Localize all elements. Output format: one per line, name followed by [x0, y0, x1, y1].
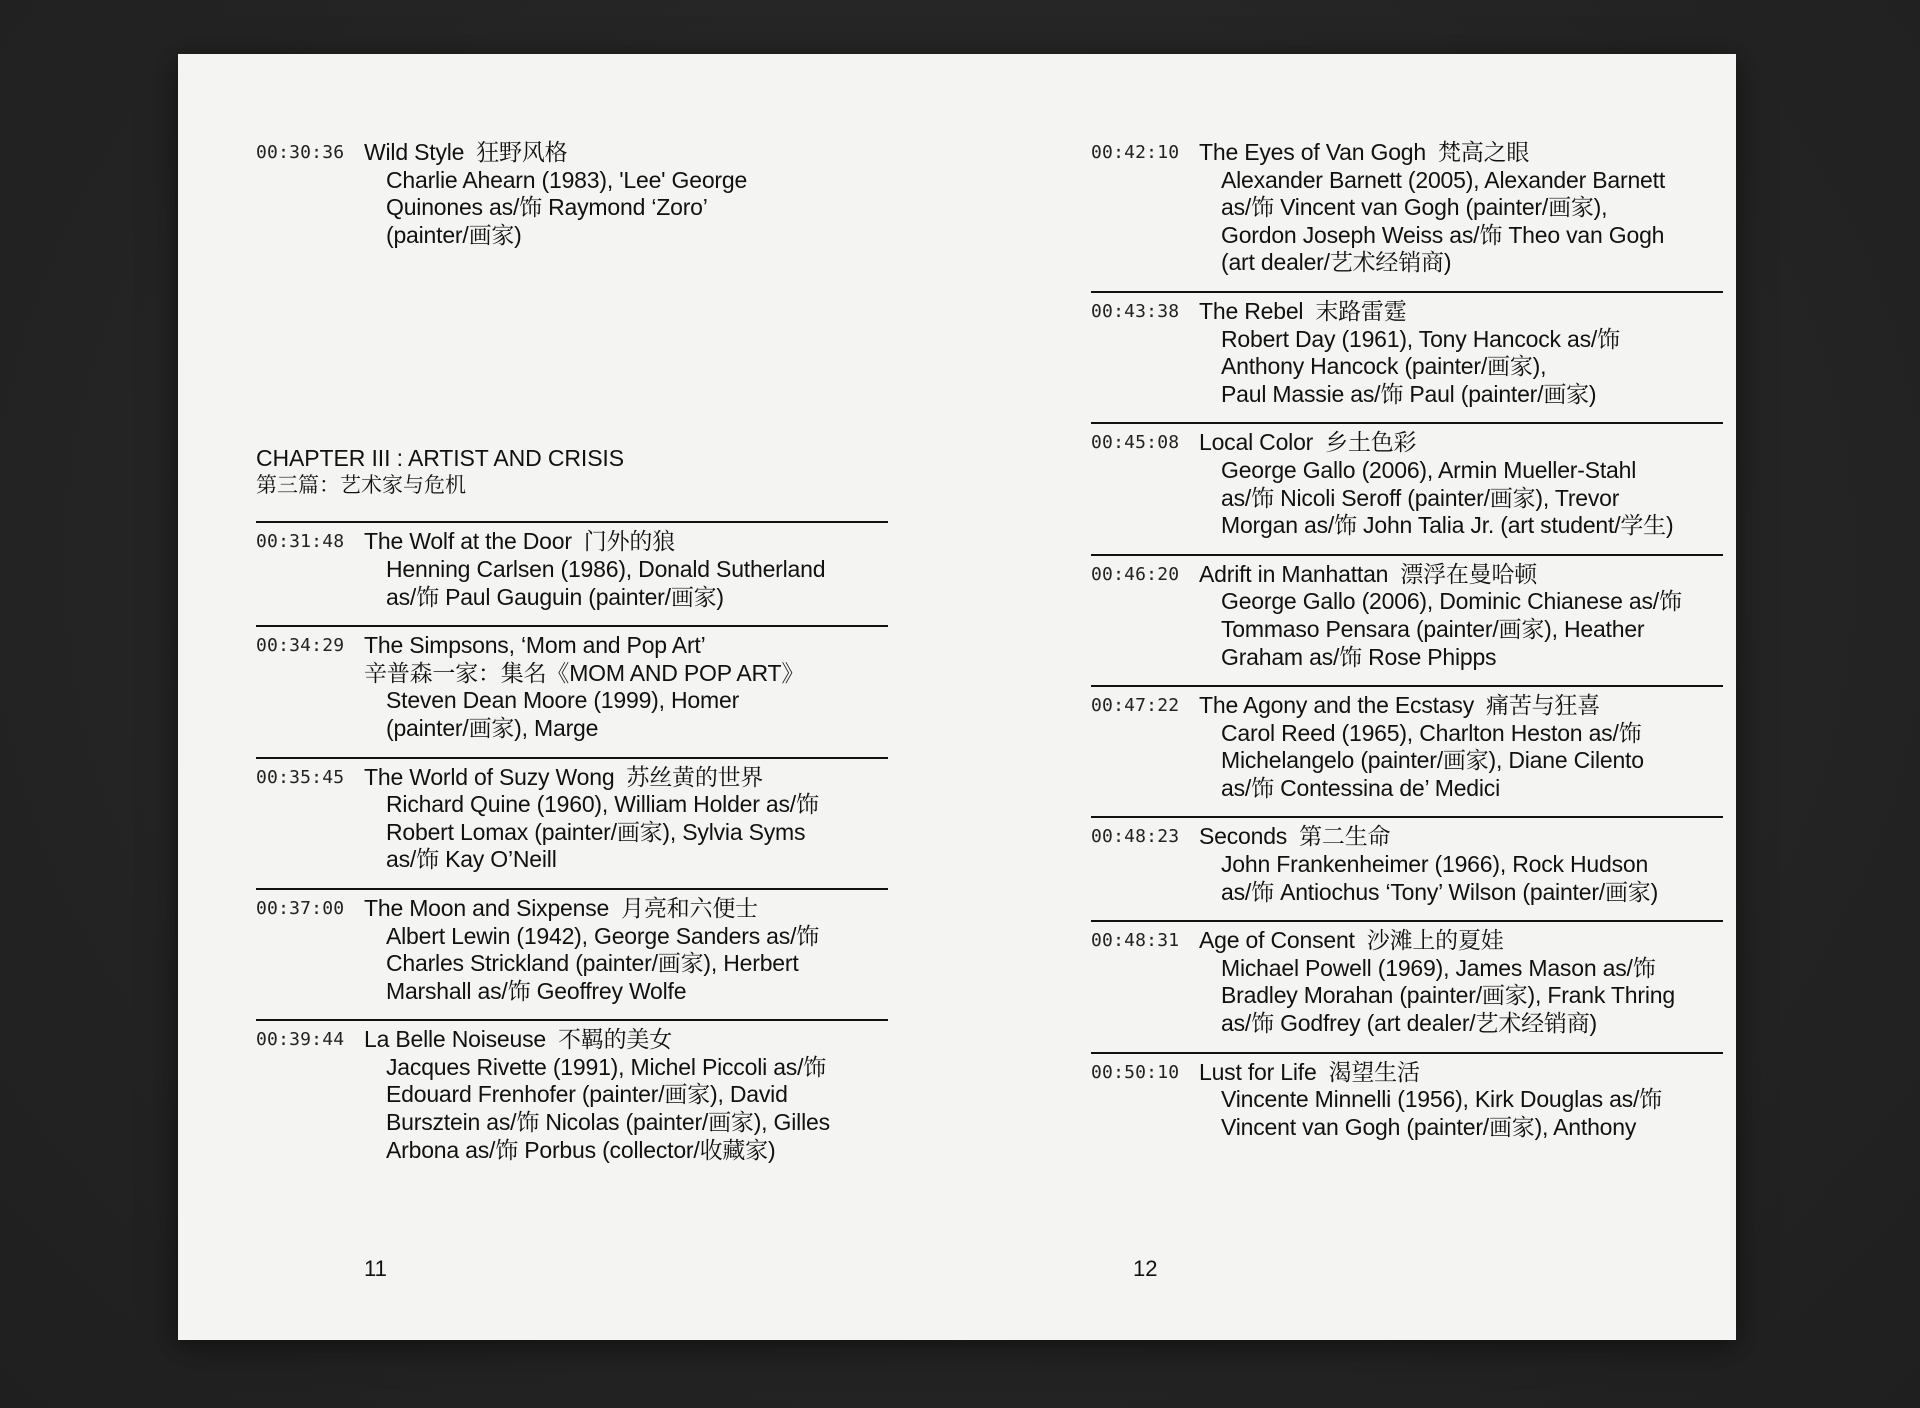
entry-title-zh: 沙滩上的夏娃 — [1366, 927, 1504, 954]
entry-credits: Charlie Ahearn (1983), 'Lee' George Quinones as/饰 Raymond ‘Zoro’ (painter/画家) — [386, 166, 748, 248]
right-entry-list — [1091, 134, 1723, 1155]
entry-timecode: 00:47:22 — [1091, 695, 1180, 717]
entry-timecode: 00:34:29 — [256, 635, 345, 657]
entry-timecode: 00:48:23 — [1091, 826, 1180, 848]
entry-title: Adrift in Manhattan — [1199, 560, 1389, 587]
entry-title: Lust for Life — [1199, 1058, 1317, 1085]
entry-timecode: 00:45:08 — [1091, 432, 1180, 454]
entry-credits: Robert Day (1961), Tony Hancock as/饰 Anthony Hancock (painter/画家), Paul Massie as/饰 Paul (painter/画家) — [1221, 325, 1620, 407]
entry-timecode: 00:46:20 — [1091, 563, 1180, 585]
entry-credits: Vincente Minnelli (1956), Kirk Douglas as/饰 Vincent van Gogh (painter/画家), Anthony — [1221, 1086, 1662, 1140]
film-entry — [1091, 920, 1723, 1051]
entry-timecode: 00:42:10 — [1091, 142, 1180, 163]
film-entry — [256, 134, 888, 263]
entry-credits: Steven Dean Moore (1999), Homer (painter/画家), Marge — [386, 687, 740, 741]
chapter-title-zh: 第三篇：艺术家与危机 — [256, 474, 466, 498]
entry-title: The Rebel — [1199, 297, 1304, 324]
entry-credits: John Frankenheimer (1966), Rock Hudson as/饰 Antiochus ‘Tony’ Wilson (painter/画家) — [1221, 851, 1659, 905]
film-entry — [256, 888, 888, 1019]
entry-title-zh: 辛普森一家：集名《MOM AND POP ART》 — [364, 659, 805, 686]
entry-title-zh: 不羁的美女 — [558, 1026, 673, 1053]
film-entry — [1091, 422, 1723, 553]
entry-title-zh: 末路雷霆 — [1315, 297, 1407, 324]
film-entry — [1091, 134, 1723, 291]
entry-timecode: 00:37:00 — [256, 897, 345, 919]
entry-title-zh: 乡土色彩 — [1325, 429, 1417, 456]
entry-credits: Alexander Barnett (2005), Alexander Barnett as/饰 Vincent van Gogh (painter/画家), Gordon Joseph Weiss as/饰 Theo van Gogh (art dealer/艺术经销商) — [1221, 166, 1666, 276]
film-entry — [256, 757, 888, 888]
film-entry — [256, 1019, 888, 1178]
entry-credits: Carol Reed (1965), Charlton Heston as/饰 Michelangelo (painter/画家), Diane Cilento as/饰 Contessina de’ Medici — [1221, 719, 1644, 801]
entry-title: The Simpsons, ‘Mom and Pop Art’ — [364, 632, 706, 659]
entry-credits: Henning Carlsen (1986), Donald Sutherland as/饰 Paul Gauguin (painter/画家) — [386, 555, 826, 610]
entry-credits: Richard Quine (1960), William Holder as/饰 Robert Lomax (painter/画家), Sylvia Syms as/饰 Kay O’Neill — [386, 791, 819, 873]
chapter-heading — [256, 445, 888, 521]
entry-timecode: 00:35:45 — [256, 766, 345, 788]
entry-credits: Jacques Rivette (1991), Michel Piccoli as/饰 Edouard Frenhofer (painter/画家), David Bursztein as/饰 Nicolas (painter/画家), Gilles Arbona as/饰 Porbus (collector/收藏家) — [386, 1053, 830, 1163]
entry-title: Wild Style — [364, 139, 465, 165]
entry-title-zh: 渴望生活 — [1328, 1058, 1420, 1085]
entry-title: La Belle Noiseuse — [364, 1026, 546, 1053]
entry-title: The Moon and Sixpense — [364, 894, 610, 921]
entry-credits: George Gallo (2006), Armin Mueller-Stahl as/饰 Nicoli Seroff (painter/画家), Trevor Morgan as/饰 John Talia Jr. (art student/学生) — [1221, 456, 1674, 539]
entry-title-zh: 苏丝黄的世界 — [626, 763, 764, 790]
entry-timecode: 00:39:44 — [256, 1029, 345, 1051]
entry-title: Age of Consent — [1199, 927, 1355, 954]
entry-timecode: 00:48:31 — [1091, 930, 1180, 952]
entry-credits: Albert Lewin (1942), George Sanders as/饰 Charles Strickland (painter/画家), Herbert Marshall as/饰 Geoffrey Wolfe — [386, 922, 820, 1004]
page-number: 11 — [364, 1256, 387, 1281]
entry-title: The Eyes of Van Gogh — [1199, 139, 1426, 165]
entry-title: Seconds — [1199, 823, 1288, 850]
entry-timecode: 00:31:48 — [256, 531, 345, 553]
entry-title-zh: 第二生命 — [1299, 823, 1391, 850]
entry-title: The Agony and the Ecstasy — [1199, 692, 1475, 719]
right-page — [957, 54, 1736, 1340]
chapter-title: CHAPTER III : ARTIST AND CRISIS — [256, 445, 624, 472]
film-entry — [1091, 554, 1723, 685]
entry-title: The Wolf at the Door — [364, 528, 572, 555]
film-entry — [256, 521, 888, 625]
page-number: 12 — [1133, 1256, 1158, 1281]
film-entry — [1091, 685, 1723, 816]
entry-title-zh: 门外的狼 — [583, 528, 675, 555]
entry-title-zh: 月亮和六便士 — [621, 894, 758, 921]
entry-title-zh: 梵高之眼 — [1438, 139, 1530, 165]
entry-title: Local Color — [1199, 429, 1314, 456]
entry-title-zh: 漂浮在曼哈顿 — [1400, 560, 1538, 587]
film-entry — [1091, 816, 1723, 920]
entry-timecode: 00:30:36 — [256, 142, 345, 163]
entry-credits: Michael Powell (1969), James Mason as/饰 Bradley Morahan (painter/画家), Frank Thring as/饰 Godfrey (art dealer/艺术经销商) — [1221, 954, 1675, 1037]
left-entry-list — [256, 134, 888, 1178]
entry-timecode: 00:50:10 — [1091, 1061, 1180, 1083]
entry-credits: George Gallo (2006), Dominic Chianese as/饰 Tommaso Pensara (painter/画家), Heather Graham as/饰 Rose Phipps — [1221, 588, 1682, 670]
entry-title-zh: 痛苦与狂喜 — [1486, 692, 1601, 719]
entry-title-zh: 狂野风格 — [476, 139, 568, 165]
entry-title: The World of Suzy Wong — [364, 763, 615, 790]
film-entry — [1091, 291, 1723, 422]
film-entry — [256, 625, 888, 756]
left-page — [178, 54, 957, 1340]
entry-timecode: 00:43:38 — [1091, 300, 1180, 322]
film-entry — [1091, 1052, 1723, 1156]
booklet-spread — [178, 54, 1736, 1340]
